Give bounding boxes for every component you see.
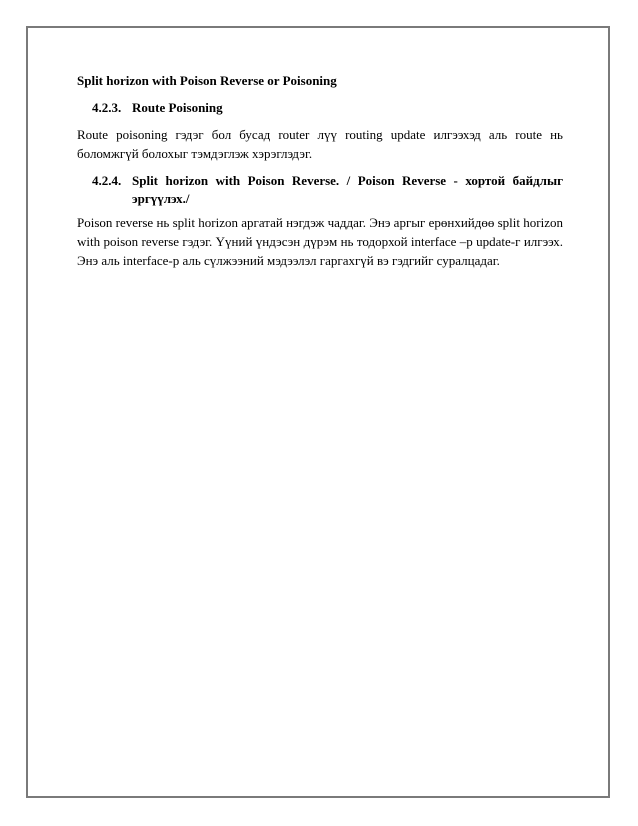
section-title-line-1: Split horizon with Poison Reverse. / Poison Reverse - хортой байдлыг <box>132 173 563 188</box>
document-content <box>77 72 563 270</box>
section-4-2-3-heading <box>92 99 563 117</box>
section-number: 4.2.3. <box>92 100 122 115</box>
section-4-2-4-body: Poison reverse нь split horizon аргатай нэгдэж чаддаг. Энэ аргыг ерөнхийдөө split horizon with poison reverse гэдэг. Үүний үндэсэн дүрэм нь тодорхой interface –р update-г илгээх. Энэ аль interface-р аль сүлжээний мэдээлэл гаргахгүй вэ гэдгийг суралцадаг. <box>77 215 563 268</box>
section-title-line-2: эргүүлэх./ <box>132 191 190 206</box>
section-4-2-4-heading <box>92 172 563 208</box>
section-title: Route Poisoning <box>132 100 223 115</box>
section-4-2-3-body: Route poisoning гэдэг бол бусад router лүү routing update илгээхэд аль route нь боломжгүй болохыг тэмдэглэж хэрэглэдэг. <box>77 127 563 161</box>
section-number: 4.2.4. <box>92 173 122 188</box>
section-title <box>132 172 563 208</box>
document-heading: Split horizon with Poison Reverse or Poisoning <box>77 73 337 88</box>
